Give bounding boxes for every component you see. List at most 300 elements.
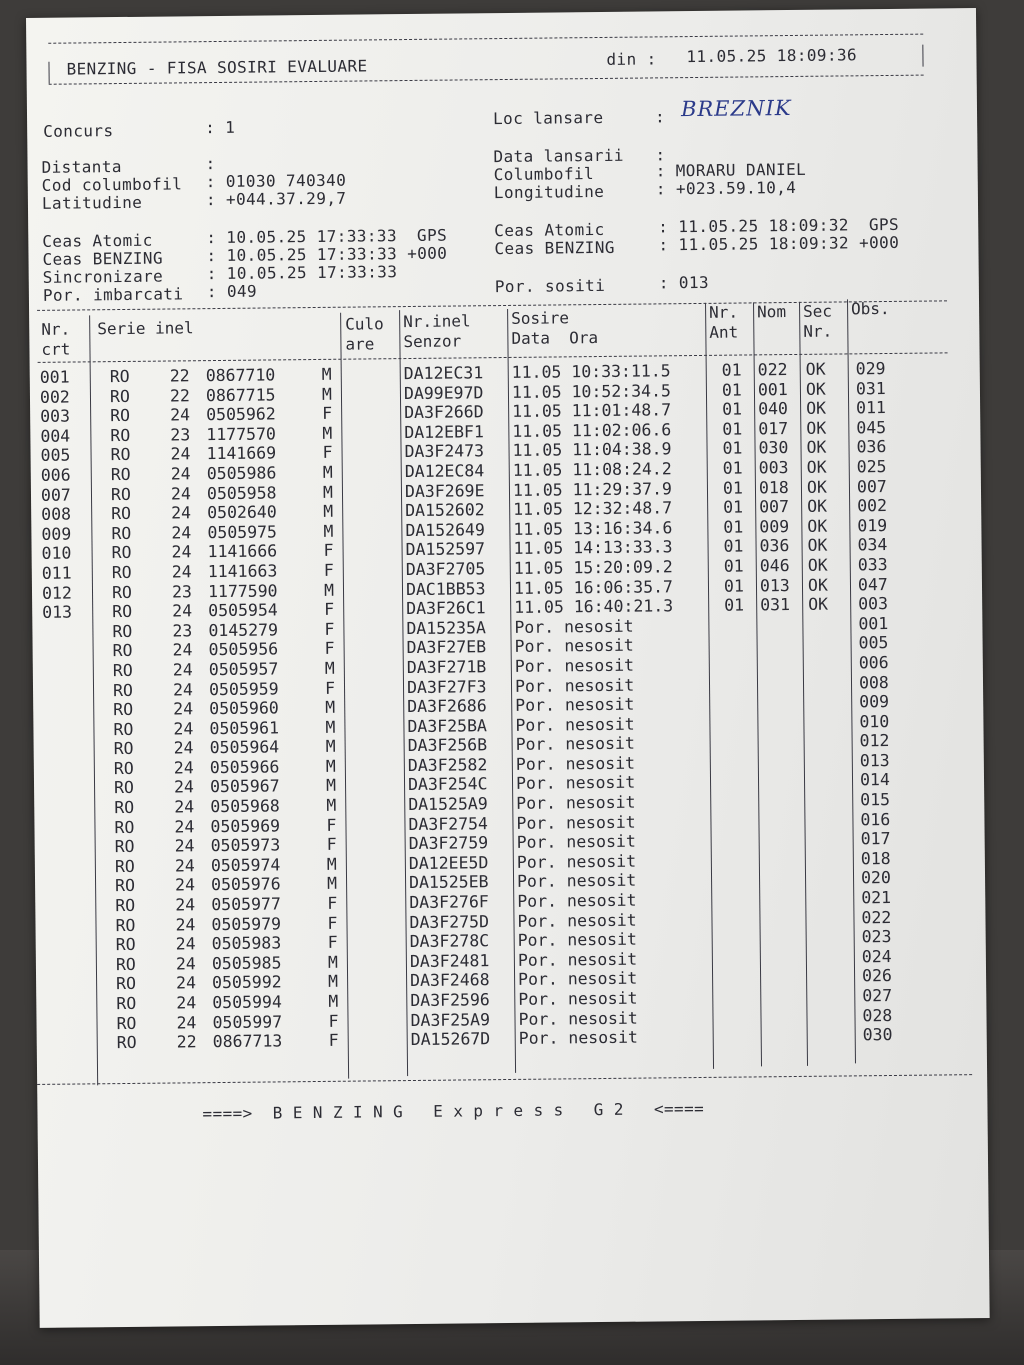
- cell-obs: 016: [860, 809, 891, 829]
- cell-obs: 009: [859, 692, 890, 712]
- cell-obs: 027: [862, 985, 893, 1006]
- col-nrinel-header-1: Nr.inel: [403, 311, 471, 332]
- por-sositi-label: Por. sositi: [494, 275, 606, 297]
- cell-senzor: DA1525A9: [408, 794, 488, 815]
- ceas-benzing-left-label: Ceas BENZING: [42, 248, 164, 269]
- cell-inel: 0505964: [209, 737, 280, 758]
- cell-ant: 01: [724, 595, 745, 615]
- cell-inel: 1177590: [207, 580, 278, 601]
- cell-obs: 010: [859, 711, 890, 731]
- col-obs-header: Obs.: [850, 298, 890, 319]
- cell-ant: 01: [723, 517, 744, 537]
- cell-sec: OK: [806, 457, 827, 477]
- cell-nr: 013: [42, 602, 73, 622]
- cell-sex: M: [328, 972, 339, 992]
- col-sec-header-1: Sec: [803, 301, 833, 321]
- cell-an: 24: [172, 679, 194, 699]
- cell-senzor: DA99E97D: [403, 382, 484, 403]
- cell-inel: 0145279: [208, 620, 279, 640]
- cell-sosire: Por. nesosit: [516, 851, 637, 872]
- cell-sec: OK: [807, 575, 828, 595]
- loc-lansare-sep: :: [654, 107, 666, 127]
- cell-sex: M: [326, 795, 337, 815]
- cell-ant: 01: [723, 556, 744, 576]
- cell-nr: 006: [40, 465, 71, 485]
- cell-inel: 0505983: [211, 933, 282, 954]
- cell-nom: 040: [758, 399, 789, 419]
- header-left-bar: [48, 62, 49, 84]
- col-culoare-header-2: are: [345, 334, 375, 354]
- cell-inel: 0505986: [206, 463, 277, 484]
- cell-nom: 018: [758, 477, 789, 497]
- cell-senzor: DA3F2705: [405, 559, 486, 579]
- cell-tara: RO: [113, 778, 135, 798]
- cell-sex: M: [323, 580, 335, 600]
- cell-inel: 1141666: [207, 541, 278, 562]
- concurs-label: Concurs: [43, 121, 114, 141]
- cell-obs: 003: [858, 594, 889, 614]
- cell-inel: 0505957: [208, 659, 279, 680]
- distanta-label: Distanta: [41, 157, 122, 177]
- cell-nom: 046: [759, 555, 790, 576]
- cell-nr: 007: [40, 485, 71, 505]
- cell-senzor: DA15267D: [410, 1029, 491, 1050]
- cell-an: 24: [173, 718, 194, 739]
- cell-ant: 01: [723, 497, 744, 517]
- cell-sex: M: [324, 658, 335, 678]
- cell-senzor: DA3F278C: [409, 931, 490, 952]
- cell-inel: 0505975: [207, 522, 278, 542]
- cell-inel: 0505973: [210, 835, 281, 856]
- cell-sec: OK: [805, 359, 826, 379]
- cell-tara: RO: [111, 582, 132, 602]
- cell-an: 24: [174, 797, 195, 817]
- cell-sec: OK: [807, 535, 828, 556]
- cell-inel: 0505979: [211, 914, 282, 934]
- cell-nr: 009: [41, 524, 72, 544]
- cell-obs: 001: [858, 613, 889, 634]
- cell-obs: 008: [858, 672, 889, 692]
- cell-sex: F: [322, 443, 333, 463]
- cell-tara: RO: [109, 366, 130, 387]
- cell-sosire: 11.05 16:40:21.3: [514, 596, 674, 618]
- cell-obs: 019: [857, 515, 888, 536]
- cell-an: 24: [171, 503, 192, 523]
- cell-nom: 013: [759, 575, 790, 595]
- table-bottom-rule: [37, 1074, 972, 1085]
- loc-lansare-handwritten: BREZNIK: [680, 95, 792, 122]
- cell-sosire: Por. nesosit: [516, 871, 637, 892]
- cell-nom: 003: [758, 458, 789, 478]
- cell-senzor: DA3F2473: [404, 441, 485, 462]
- cell-inel: 0502640: [207, 502, 277, 523]
- cell-obs: 045: [856, 417, 887, 438]
- col-nrinel-header-2: Senzor: [403, 331, 462, 352]
- cell-sex: F: [326, 815, 337, 835]
- col-sosire-header-2: Data Ora: [511, 328, 599, 348]
- cell-sex: M: [323, 521, 334, 541]
- cell-sec: OK: [806, 418, 827, 438]
- cell-obs: 034: [857, 535, 888, 555]
- cell-tara: RO: [113, 739, 134, 759]
- cell-obs: 030: [862, 1025, 893, 1045]
- columbofil-label: Columbofil: [493, 164, 595, 185]
- col-serie-header: Serie inel: [97, 318, 194, 339]
- cell-obs: 036: [856, 437, 887, 457]
- cell-tara: RO: [115, 915, 136, 935]
- cell-inel: 0505992: [212, 972, 282, 993]
- cell-obs: 006: [858, 652, 889, 673]
- cell-senzor: DA1525EB: [408, 872, 489, 893]
- cell-obs: 026: [861, 966, 892, 986]
- cell-inel: 0505985: [211, 953, 282, 973]
- cell-inel: 1177570: [206, 424, 277, 444]
- cell-sosire: 11.05 12:32:48.7: [513, 498, 673, 520]
- col-ant-header-2: Ant: [709, 322, 739, 342]
- cell-senzor: DA3F2754: [408, 813, 489, 834]
- cell-inel: 0867715: [205, 385, 276, 405]
- printed-report-sheet: [26, 8, 990, 1328]
- cell-sosire: Por. nesosit: [514, 675, 635, 696]
- cell-obs: 015: [860, 790, 891, 810]
- cell-inel: 0505977: [211, 894, 281, 915]
- ceas-atomic-left-value: : 10.05.25 17:33:33 GPS: [206, 225, 448, 248]
- cell-tara: RO: [110, 425, 131, 445]
- cell-tara: RO: [110, 484, 131, 504]
- por-imbarcati-label: Por. imbarcati: [42, 284, 184, 305]
- cell-inel: 0505959: [208, 678, 279, 699]
- report-din-label: din :: [606, 49, 657, 69]
- cell-senzor: DA152602: [405, 500, 485, 521]
- arrivals-table-body: [38, 359, 893, 1054]
- cell-sex: F: [328, 1011, 339, 1031]
- cell-inel: 0505976: [210, 874, 281, 895]
- cell-nr: 005: [40, 445, 71, 466]
- col-nom-header: Nom: [757, 302, 787, 322]
- cell-sosire: 11.05 11:02:06.6: [512, 420, 672, 441]
- cell-sosire: Por. nesosit: [515, 773, 636, 794]
- cell-tara: RO: [111, 523, 132, 543]
- cell-obs: 025: [856, 456, 887, 477]
- cell-nom: 030: [758, 438, 789, 458]
- cell-sex: F: [324, 599, 335, 620]
- cell-sex: M: [325, 737, 336, 757]
- col-sep-ant: [705, 303, 714, 1069]
- cell-nom: 007: [759, 497, 790, 517]
- cell-senzor: DA12EE5D: [408, 853, 489, 873]
- cell-an: 24: [171, 562, 192, 582]
- cell-an: 24: [176, 993, 197, 1013]
- por-sositi-value: : 013: [658, 272, 710, 293]
- cell-tara: RO: [111, 562, 132, 583]
- cell-senzor: DA3F254C: [407, 774, 488, 795]
- cell-an: 24: [172, 660, 193, 680]
- cell-sec: OK: [807, 555, 828, 575]
- cell-nr: 002: [39, 387, 70, 407]
- cell-obs: 020: [860, 868, 891, 888]
- cell-sex: M: [321, 364, 332, 384]
- cell-tara: RO: [116, 993, 137, 1014]
- cell-sosire: Por. nesosit: [517, 890, 637, 911]
- cell-sex: F: [323, 560, 334, 580]
- col-nr-header-2: crt: [41, 339, 71, 359]
- cell-tara: RO: [116, 1033, 137, 1053]
- cell-sosire: 11.05 16:06:35.7: [513, 576, 674, 598]
- cell-inel: 0867710: [205, 365, 276, 386]
- cell-tara: RO: [110, 406, 131, 426]
- cell-an: 24: [170, 405, 191, 425]
- cell-sosire: Por. nesosit: [517, 910, 637, 931]
- cell-tara: RO: [114, 817, 135, 837]
- cell-senzor: DA3F27F3: [406, 676, 487, 697]
- cell-an: 24: [174, 836, 195, 856]
- col-sosire-header-1: Sosire: [511, 308, 570, 328]
- cell-senzor: DA12EBF1: [404, 422, 484, 442]
- col-ant-header-1: Nr.: [709, 302, 739, 322]
- cod-columbofil-value: : 01030 740340: [205, 170, 347, 192]
- ceas-atomic-left-label: Ceas Atomic: [42, 230, 153, 251]
- cell-sosire: Por. nesosit: [515, 733, 635, 755]
- cell-ant: 01: [723, 536, 744, 557]
- cell-nom: 031: [760, 595, 791, 615]
- cell-obs: 014: [859, 770, 890, 790]
- cell-an: 23: [170, 425, 191, 445]
- cell-tara: RO: [111, 504, 132, 524]
- cell-sex: F: [324, 619, 335, 639]
- col-culoare-header-1: Culo: [345, 314, 384, 334]
- cell-inel: 1141663: [207, 561, 278, 582]
- cell-sec: OK: [806, 438, 827, 458]
- cell-an: 24: [174, 816, 195, 837]
- cell-ant: 01: [721, 380, 742, 400]
- cell-tara: RO: [114, 876, 136, 896]
- cell-senzor: DA3F2468: [410, 970, 490, 991]
- cell-an: 24: [174, 856, 195, 876]
- cell-senzor: DA3F256B: [407, 735, 488, 756]
- concurs-value: : 1: [205, 117, 236, 138]
- ceas-benzing-left-value: : 10.05.25 17:33:33 +000: [206, 243, 448, 266]
- cell-tara: RO: [114, 797, 135, 818]
- cell-sec: OK: [807, 516, 828, 536]
- cell-sex: M: [325, 697, 336, 717]
- sincronizare-label: Sincronizare: [42, 266, 164, 287]
- cell-an: 24: [176, 1012, 197, 1033]
- cell-obs: 023: [861, 927, 892, 947]
- cell-tara: RO: [112, 660, 133, 681]
- cell-sosire: 11.05 10:33:11.5: [511, 361, 671, 382]
- cell-an: 24: [173, 758, 194, 778]
- cell-sosire: 11.05 11:01:48.7: [512, 400, 672, 422]
- ceas-atomic-right-label: Ceas Atomic: [494, 219, 605, 241]
- cell-nr: 011: [41, 563, 72, 583]
- cell-ant: 01: [722, 458, 743, 478]
- cell-sosire: Por. nesosit: [518, 1027, 639, 1049]
- data-lansarii-label: Data lansarii: [493, 145, 625, 167]
- cell-senzor: DA12EC31: [403, 363, 484, 384]
- cell-sec: OK: [807, 496, 828, 517]
- cell-an: 24: [171, 542, 192, 562]
- cell-an: 22: [176, 1032, 197, 1052]
- cell-sex: F: [327, 893, 338, 913]
- cell-nom: 009: [759, 516, 790, 537]
- cell-an: 24: [170, 483, 191, 504]
- cell-obs: 029: [855, 359, 886, 379]
- cell-senzor: DA3F269E: [404, 480, 485, 501]
- cell-sex: F: [327, 933, 338, 953]
- cell-senzor: DA15235A: [406, 617, 486, 638]
- cell-sosire: 11.05 15:20:09.2: [513, 557, 673, 578]
- cell-an: 22: [169, 385, 190, 406]
- cell-inel: 0505994: [212, 992, 282, 1013]
- cell-obs: 031: [855, 378, 886, 398]
- cell-an: 24: [172, 601, 193, 621]
- cell-an: 23: [172, 621, 193, 641]
- cell-sosire: Por. nesosit: [514, 635, 634, 657]
- ceas-atomic-right-value: : 11.05.25 18:09:32 GPS: [658, 214, 900, 237]
- cell-an: 24: [170, 444, 191, 464]
- cell-sex: F: [323, 541, 334, 561]
- cell-nr: 008: [41, 504, 72, 525]
- cell-senzor: DA3F2582: [407, 755, 488, 775]
- cell-sex: M: [322, 482, 334, 502]
- report-title: BENZING - FISA SOSIRI EVALUARE: [66, 56, 368, 79]
- cell-sosire: Por. nesosit: [516, 812, 636, 833]
- cell-sosire: Por. nesosit: [517, 969, 638, 990]
- cell-an: 24: [173, 777, 195, 797]
- col-sep-nr: [89, 315, 98, 1085]
- cell-obs: 021: [861, 888, 892, 908]
- cell-tara: RO: [112, 602, 133, 622]
- cell-obs: 013: [859, 750, 890, 771]
- cell-senzor: DA3F266D: [404, 402, 484, 423]
- cell-obs: 033: [857, 554, 888, 575]
- cell-tara: RO: [114, 837, 135, 857]
- columbofil-value: : MORARU DANIEL: [655, 159, 807, 181]
- cell-sex: M: [321, 384, 332, 404]
- cell-an: 24: [173, 699, 194, 719]
- cell-sosire: Por. nesosit: [515, 714, 635, 735]
- cell-nom: 017: [758, 418, 789, 439]
- cell-inel: 0505997: [212, 1011, 283, 1032]
- cell-sec: OK: [808, 594, 829, 614]
- cell-nr: 001: [39, 367, 70, 387]
- cell-senzor: DA3F2481: [409, 951, 490, 971]
- cell-sex: M: [322, 423, 333, 443]
- cell-nr: 012: [41, 583, 72, 603]
- cell-sex: M: [325, 776, 337, 796]
- cell-sosire: Por. nesosit: [515, 694, 635, 716]
- cell-tara: RO: [116, 1013, 137, 1033]
- cell-sex: M: [326, 854, 337, 874]
- latitudine-label: Latitudine: [41, 192, 143, 213]
- cell-sex: M: [327, 952, 338, 972]
- cod-columbofil-label: Cod columbofil: [41, 174, 183, 195]
- cell-sosire: Por. nesosit: [518, 1008, 638, 1029]
- cell-sosire: 11.05 10:52:34.5: [511, 380, 671, 402]
- cell-sosire: Por. nesosit: [518, 988, 638, 1009]
- cell-senzor: DA3F276F: [409, 892, 489, 913]
- cell-sosire: Por. nesosit: [516, 831, 636, 853]
- cell-sex: F: [322, 404, 333, 424]
- cell-senzor: DA3F27EB: [406, 637, 487, 658]
- cell-ant: 01: [722, 399, 743, 419]
- distanta-value: :: [205, 154, 216, 174]
- cell-inel: 0867713: [212, 1031, 283, 1052]
- cell-inel: 0505956: [208, 639, 279, 660]
- cell-tara: RO: [112, 621, 133, 641]
- cell-an: 24: [171, 523, 192, 543]
- header-top-rule: [48, 34, 923, 44]
- header-right-bar: [922, 45, 923, 67]
- cell-an: 24: [175, 895, 196, 915]
- cell-tara: RO: [116, 974, 137, 994]
- cell-an: 24: [175, 954, 196, 974]
- col-nr-header-1: Nr.: [41, 319, 71, 339]
- cell-an: 23: [171, 581, 192, 602]
- cell-sex: F: [327, 913, 338, 933]
- cell-nr: 003: [40, 406, 71, 427]
- cell-senzor: DA3F2596: [410, 990, 490, 1011]
- cell-nom: 001: [757, 379, 788, 399]
- ceas-benzing-right-value: : 11.05.25 18:09:32 +000: [658, 232, 900, 255]
- cell-obs: 018: [860, 848, 891, 869]
- cell-ant: 01: [722, 419, 743, 439]
- cell-ant: 01: [721, 360, 742, 380]
- cell-sex: M: [322, 462, 333, 482]
- cell-inel: 0505961: [209, 718, 280, 738]
- cell-tara: RO: [110, 445, 131, 465]
- cell-obs: 028: [862, 1005, 893, 1025]
- cell-obs: 047: [857, 574, 888, 594]
- cell-sosire: 11.05 11:08:24.2: [512, 459, 672, 480]
- cell-sex: F: [326, 835, 337, 855]
- cell-inel: 0505954: [208, 600, 278, 621]
- cell-inel: 0505968: [210, 796, 280, 817]
- cell-inel: 0505967: [209, 776, 280, 797]
- cell-sosire: 11.05 14:13:33.3: [513, 537, 673, 559]
- cell-sosire: Por. nesosit: [517, 929, 638, 951]
- cell-inel: 0505958: [206, 482, 277, 503]
- cell-sosire: Por. nesosit: [516, 792, 636, 813]
- cell-senzor: DA3F2759: [408, 833, 489, 854]
- cell-senzor: DA3F271B: [406, 657, 487, 677]
- cell-an: 24: [175, 914, 196, 935]
- cell-obs: 024: [861, 946, 892, 967]
- cell-sex: M: [325, 717, 336, 737]
- cell-an: 24: [174, 875, 196, 895]
- cell-sex: F: [324, 678, 336, 698]
- cell-tara: RO: [115, 935, 136, 955]
- cell-sex: M: [325, 756, 336, 776]
- cell-inel: 1141669: [206, 443, 277, 464]
- cell-senzor: DA3F2686: [407, 696, 487, 717]
- report-footer: ====> B E N Z I N G E x p r e s s G 2 <====: [202, 1098, 705, 1124]
- cell-sosire: Por. nesosit: [517, 949, 638, 970]
- cell-an: 24: [176, 973, 197, 993]
- cell-sec: OK: [805, 379, 826, 399]
- cell-senzor: DA12EC84: [404, 461, 485, 482]
- cell-tara: RO: [114, 856, 135, 876]
- cell-obs: 005: [858, 633, 889, 653]
- longitudine-value: : +023.59.10,4: [655, 177, 797, 199]
- cell-ant: 01: [722, 478, 743, 498]
- cell-an: 22: [169, 366, 190, 386]
- cell-senzor: DAC1BB53: [405, 578, 486, 599]
- cell-sec: OK: [806, 477, 827, 497]
- cell-tara: RO: [112, 641, 133, 661]
- cell-an: 24: [175, 934, 196, 954]
- cell-tara: RO: [113, 758, 134, 778]
